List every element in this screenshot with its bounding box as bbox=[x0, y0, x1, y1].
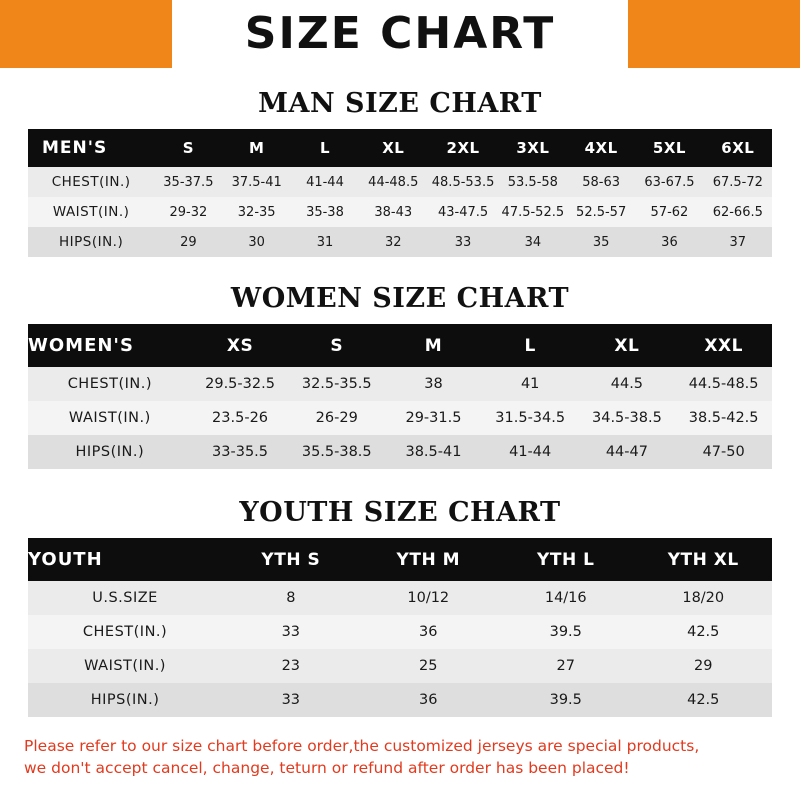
col-header: L bbox=[291, 129, 359, 167]
cell: 29-31.5 bbox=[385, 401, 482, 435]
cell: 58-63 bbox=[567, 167, 635, 197]
banner-left-block bbox=[0, 0, 172, 68]
cell: 26-29 bbox=[288, 401, 385, 435]
cell: 33 bbox=[222, 683, 359, 717]
cell: 38-43 bbox=[359, 197, 427, 227]
cell: 18/20 bbox=[634, 581, 772, 615]
col-header: XS bbox=[192, 324, 289, 367]
cell: 23.5-26 bbox=[192, 401, 289, 435]
table-row bbox=[28, 615, 772, 649]
man-section-title: MAN SIZE CHART bbox=[258, 88, 542, 119]
cell: 36 bbox=[635, 227, 703, 257]
row-label: WAIST(IN.) bbox=[28, 197, 154, 227]
cell: 29 bbox=[154, 227, 222, 257]
row-label: HIPS(IN.) bbox=[28, 683, 222, 717]
col-header: YTH L bbox=[497, 538, 634, 581]
note-line-1: Please refer to our size chart before order,the customized jerseys are special products, bbox=[24, 737, 700, 755]
cell: 62-66.5 bbox=[704, 197, 772, 227]
table-row bbox=[28, 581, 772, 615]
table-row bbox=[28, 197, 772, 227]
cell: 33 bbox=[222, 615, 359, 649]
cell: 43-47.5 bbox=[427, 197, 498, 227]
cell: 38.5-42.5 bbox=[675, 401, 772, 435]
man-table-wrap bbox=[28, 129, 772, 257]
cell: 41 bbox=[482, 367, 579, 401]
row-label: CHEST(IN.) bbox=[28, 167, 154, 197]
row-label: HIPS(IN.) bbox=[28, 435, 192, 469]
page-title: SIZE CHART bbox=[244, 8, 556, 59]
row-label: HIPS(IN.) bbox=[28, 227, 154, 257]
cell: 25 bbox=[360, 649, 497, 683]
header-banner bbox=[0, 0, 800, 68]
cell: 35-38 bbox=[291, 197, 359, 227]
col-header: 2XL bbox=[427, 129, 498, 167]
cell: 35.5-38.5 bbox=[288, 435, 385, 469]
col-header: M bbox=[385, 324, 482, 367]
table-header-row bbox=[28, 538, 772, 581]
cell: 37 bbox=[704, 227, 772, 257]
cell: 42.5 bbox=[634, 615, 772, 649]
row-label: CHEST(IN.) bbox=[28, 615, 222, 649]
table-row bbox=[28, 401, 772, 435]
cell: 48.5-53.5 bbox=[427, 167, 498, 197]
cell: 39.5 bbox=[497, 683, 634, 717]
cell: 44.5 bbox=[579, 367, 676, 401]
cell: 57-62 bbox=[635, 197, 703, 227]
cell: 44-47 bbox=[579, 435, 676, 469]
women-table-wrap bbox=[28, 324, 772, 469]
col-header: S bbox=[154, 129, 222, 167]
cell: 44-48.5 bbox=[359, 167, 427, 197]
cell: 67.5-72 bbox=[704, 167, 772, 197]
youth-size-table bbox=[28, 538, 772, 717]
col-header: XL bbox=[579, 324, 676, 367]
col-header: S bbox=[288, 324, 385, 367]
cell: 42.5 bbox=[634, 683, 772, 717]
row-label: U.S.SIZE bbox=[28, 581, 222, 615]
cell: 30 bbox=[223, 227, 291, 257]
cell: 34 bbox=[499, 227, 567, 257]
col-header: M bbox=[223, 129, 291, 167]
cell: 8 bbox=[222, 581, 359, 615]
col-header: MEN'S bbox=[28, 129, 154, 167]
cell: 33 bbox=[427, 227, 498, 257]
cell: 36 bbox=[360, 615, 497, 649]
cell: 32 bbox=[359, 227, 427, 257]
women-section-title: WOMEN SIZE CHART bbox=[230, 283, 570, 314]
cell: 38.5-41 bbox=[385, 435, 482, 469]
col-header: 5XL bbox=[635, 129, 703, 167]
cell: 39.5 bbox=[497, 615, 634, 649]
cell: 41-44 bbox=[482, 435, 579, 469]
table-header-row bbox=[28, 324, 772, 367]
cell: 10/12 bbox=[360, 581, 497, 615]
cell: 29 bbox=[634, 649, 772, 683]
table-row bbox=[28, 683, 772, 717]
note-line-2: we don't accept cancel, change, teturn or refund after order has been placed! bbox=[24, 759, 630, 778]
col-header: YTH S bbox=[222, 538, 359, 581]
cell: 27 bbox=[497, 649, 634, 683]
youth-table-wrap bbox=[28, 538, 772, 717]
col-header: WOMEN'S bbox=[28, 324, 192, 367]
order-policy-note bbox=[24, 735, 776, 780]
cell: 29-32 bbox=[154, 197, 222, 227]
table-header-row bbox=[28, 129, 772, 167]
row-label: WAIST(IN.) bbox=[28, 649, 222, 683]
cell: 31 bbox=[291, 227, 359, 257]
cell: 37.5-41 bbox=[223, 167, 291, 197]
cell: 35 bbox=[567, 227, 635, 257]
cell: 52.5-57 bbox=[567, 197, 635, 227]
table-row bbox=[28, 167, 772, 197]
cell: 41-44 bbox=[291, 167, 359, 197]
cell: 35-37.5 bbox=[154, 167, 222, 197]
cell: 44.5-48.5 bbox=[675, 367, 772, 401]
banner-right-block bbox=[628, 0, 800, 68]
cell: 63-67.5 bbox=[635, 167, 703, 197]
cell: 47.5-52.5 bbox=[499, 197, 567, 227]
cell: 32.5-35.5 bbox=[288, 367, 385, 401]
cell: 32-35 bbox=[223, 197, 291, 227]
table-row bbox=[28, 435, 772, 469]
cell: 23 bbox=[222, 649, 359, 683]
cell: 31.5-34.5 bbox=[482, 401, 579, 435]
cell: 38 bbox=[385, 367, 482, 401]
col-header: L bbox=[482, 324, 579, 367]
col-header: YTH XL bbox=[634, 538, 772, 581]
col-header: YOUTH bbox=[28, 538, 222, 581]
cell: 53.5-58 bbox=[499, 167, 567, 197]
cell: 14/16 bbox=[497, 581, 634, 615]
col-header: YTH M bbox=[360, 538, 497, 581]
row-label: WAIST(IN.) bbox=[28, 401, 192, 435]
cell: 33-35.5 bbox=[192, 435, 289, 469]
cell: 47-50 bbox=[675, 435, 772, 469]
col-header: 3XL bbox=[499, 129, 567, 167]
col-header: 6XL bbox=[704, 129, 772, 167]
youth-section-title: YOUTH SIZE CHART bbox=[239, 497, 561, 528]
row-label: CHEST(IN.) bbox=[28, 367, 192, 401]
cell: 34.5-38.5 bbox=[579, 401, 676, 435]
women-size-table bbox=[28, 324, 772, 469]
table-row bbox=[28, 367, 772, 401]
col-header: XXL bbox=[675, 324, 772, 367]
col-header: 4XL bbox=[567, 129, 635, 167]
col-header: XL bbox=[359, 129, 427, 167]
cell: 29.5-32.5 bbox=[192, 367, 289, 401]
cell: 36 bbox=[360, 683, 497, 717]
table-row bbox=[28, 227, 772, 257]
table-row bbox=[28, 649, 772, 683]
man-size-table bbox=[28, 129, 772, 257]
